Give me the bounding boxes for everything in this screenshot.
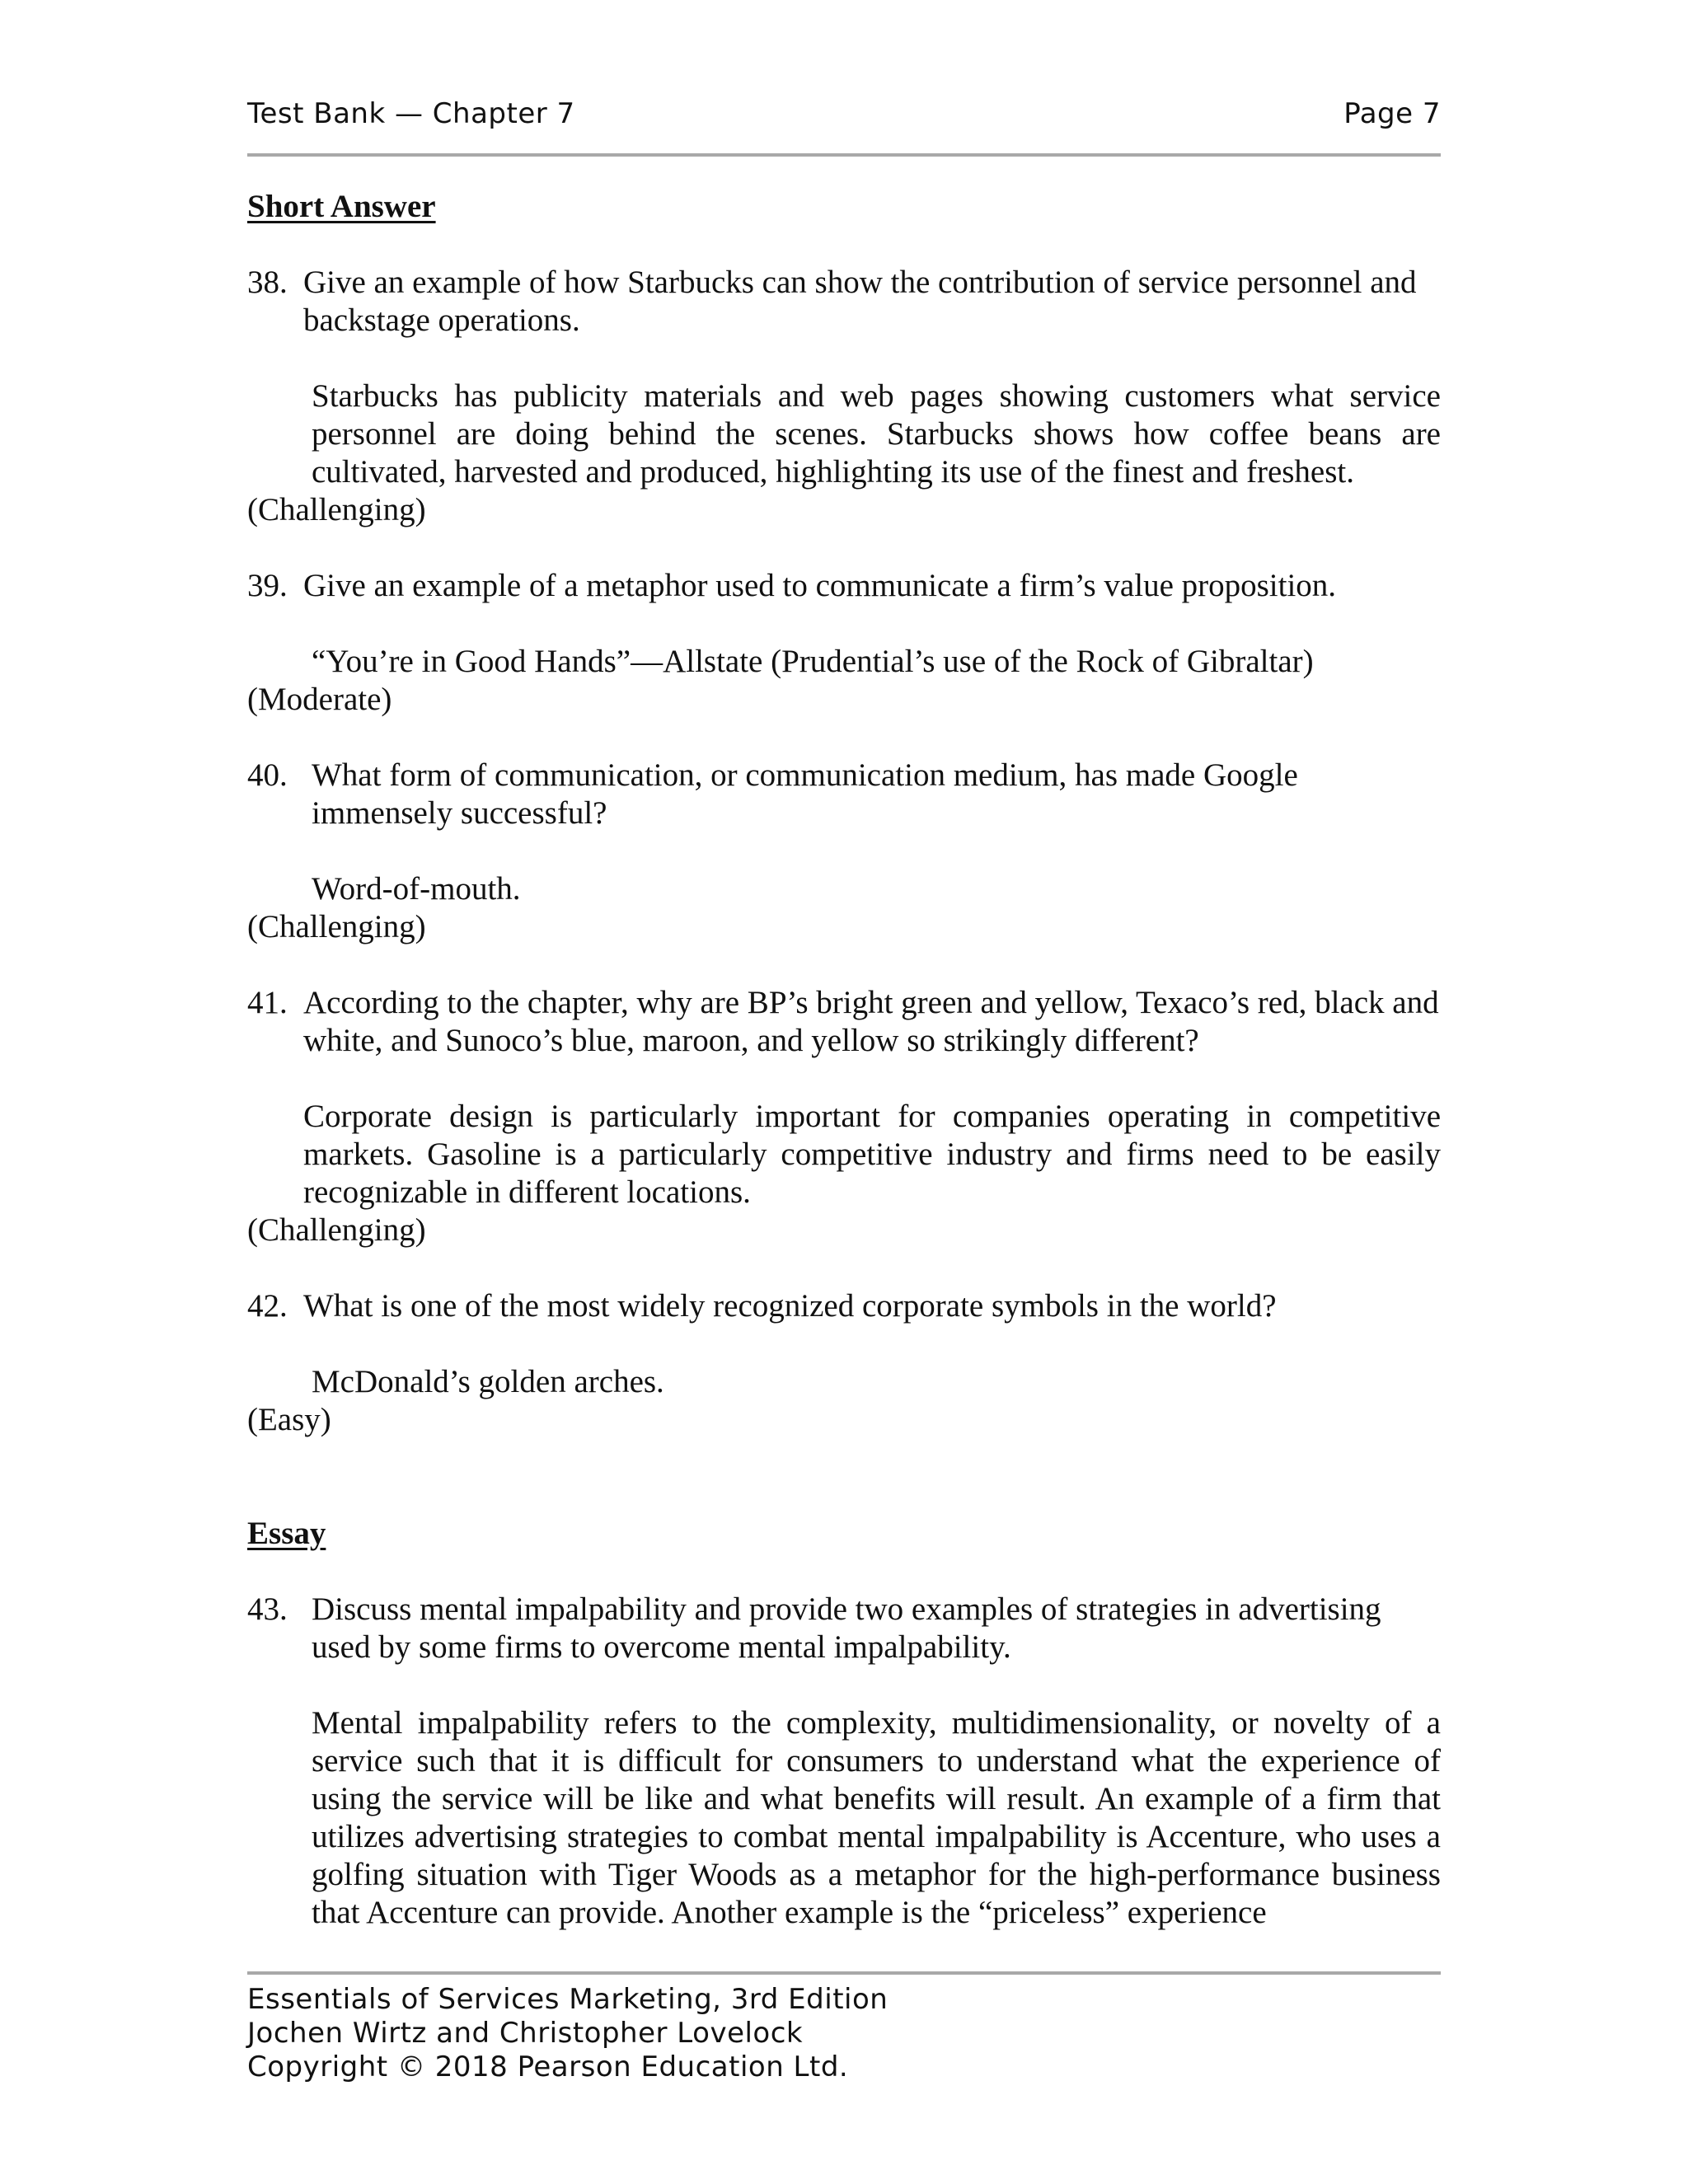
question-number: 40. <box>247 757 288 793</box>
question-43 <box>247 1591 1441 1666</box>
question-42 <box>247 1287 1441 1325</box>
question-text: According to the chapter, why are BP’s bright green and yellow, Texaco’s red, black and white, and Sunoco’s blue, maroon, and yellow so strikingly different? <box>303 985 1439 1058</box>
section-title-essay: Essay <box>247 1516 326 1551</box>
answer-40: Word-of-mouth. <box>312 871 521 907</box>
footer-copyright: Copyright © 2018 Pearson Education Ltd. <box>247 2050 849 2083</box>
question-number: 43. <box>247 1591 288 1627</box>
difficulty-38: (Challenging) <box>247 492 426 527</box>
answer-39: “You’re in Good Hands”—Allstate (Prudential’s use of the Rock of Gibraltar) <box>312 644 1314 679</box>
question-38 <box>247 264 1441 340</box>
footer-divider <box>247 1971 1441 1975</box>
page-body <box>247 188 1441 1932</box>
question-39 <box>247 567 1441 605</box>
difficulty-42: (Easy) <box>247 1402 331 1437</box>
header-divider <box>247 153 1441 157</box>
footer-authors: Jochen Wirtz and Christopher Lovelock <box>247 2017 804 2050</box>
answer-43: Mental impalpability refers to the complexity, multidimensionality, or novelty of a service such that it is difficult for consumers to understand what the experience of using the service will be like and what benefits will result. An example of a firm that utilizes advertising strategies to combat mental impalpability is Accenture, who uses a golfing situation with Tiger Woods as a metaphor for the high-performance business that Accenture can provide. Another example is the “priceless” experience <box>312 1705 1441 1930</box>
answer-41: Corporate design is particularly important for companies operating in competitive markets. Gasoline is a particularly competitive industry and firms need to be easily recognizable in different locations. <box>303 1099 1441 1210</box>
question-text: Give an example of a metaphor used to communicate a firm’s value proposition. <box>303 568 1337 603</box>
question-41 <box>247 984 1441 1060</box>
answer-42: McDonald’s golden arches. <box>312 1364 664 1399</box>
question-40 <box>247 757 1441 832</box>
question-text: What is one of the most widely recognized corporate symbols in the world? <box>303 1288 1277 1324</box>
question-text: What form of communication, or communication medium, has made Google immensely successful? <box>312 757 1298 831</box>
question-text: Give an example of how Starbucks can show the contribution of service personnel and backstage operations. <box>303 265 1417 338</box>
difficulty-39: (Moderate) <box>247 682 392 717</box>
question-number: 39. <box>247 568 288 603</box>
page-footer <box>247 1983 888 2084</box>
question-number: 42. <box>247 1288 288 1324</box>
header-title: Test Bank — Chapter 7 <box>247 97 575 130</box>
answer-38: Starbucks has publicity materials and web pages showing customers what service personnel are doing behind the scenes. Starbucks shows how coffee beans are cultivated, harvested and produced, highlighting its use of the finest and freshest. <box>312 378 1441 490</box>
footer-book-title: Essentials of Services Marketing, 3rd Edition <box>247 1983 889 2016</box>
section-title-short-answer: Short Answer <box>247 189 436 224</box>
page-header <box>247 97 1441 137</box>
question-number: 38. <box>247 265 288 300</box>
difficulty-40: (Challenging) <box>247 909 426 944</box>
header-page-number: Page 7 <box>1343 97 1441 130</box>
difficulty-41: (Challenging) <box>247 1212 426 1248</box>
question-text: Discuss mental impalpability and provide two examples of strategies in advertising used by some firms to overcome mental impalpability. <box>312 1591 1381 1665</box>
question-number: 41. <box>247 985 288 1020</box>
